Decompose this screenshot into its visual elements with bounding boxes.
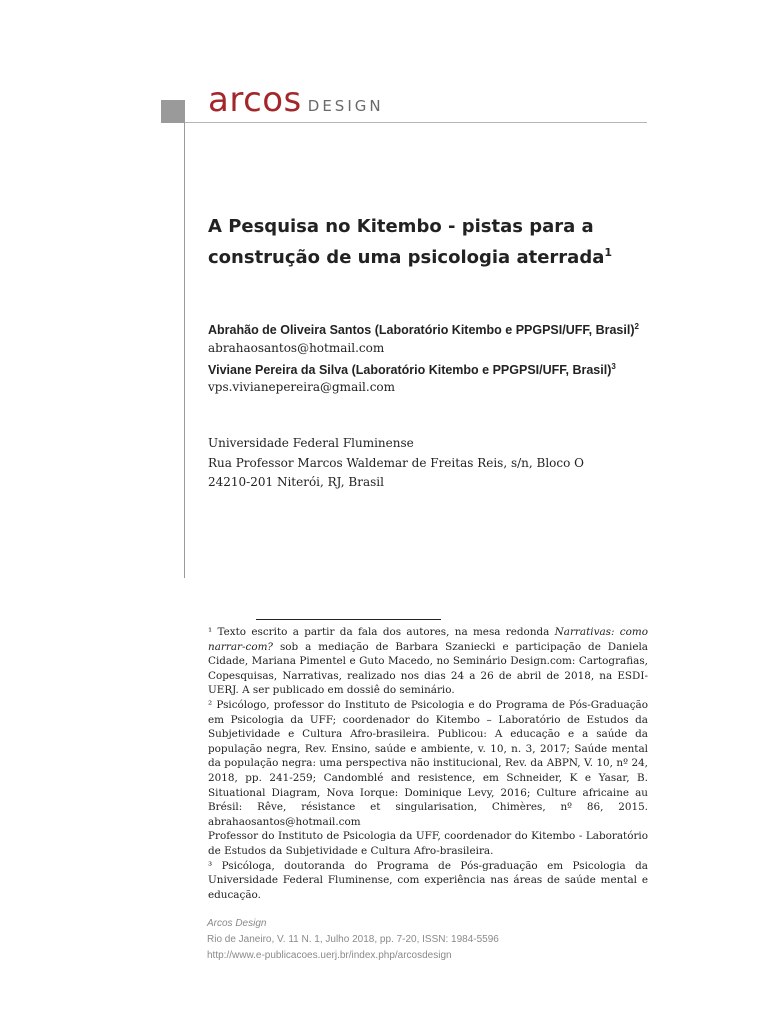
footnote-1	[208, 625, 648, 698]
footer-citation: Rio de Janeiro, V. 11 N. 1, Julho 2018, pp. 7-20, ISSN: 1984-5596	[207, 934, 499, 945]
title-line-1: A Pesquisa no Kitembo - pistas para a	[208, 216, 594, 237]
author-1-footnote-ref[interactable]: 2	[634, 322, 639, 331]
footnote-2-continued: Professor do Instituto de Psicologia da UFF, coordenador do Kitembo - Laboratório de Estudos da Subjetividade e Cultura Afro-brasileira.	[208, 830, 648, 857]
footnote-2: ² Psicólogo, professor do Instituto de Psicologia e do Programa de Pós-Graduação em Psicologia da UFF; coordenador do Kitembo – Laboratório de Estudos da Subjetividade e Cultura Afro-brasileira. Publicou: A educação e a saúde da população negra, Rev. Ensino, saúde e ambiente, v. 10, n. 3, 2017; Saúde mental da população negra: uma perspectiva não institucional, Rev. da ABPN, V. 10, nº 24, 2018, pp. 241-259; Candomblé and resistence, em Schneider, K e Yasar, B. Situational Diagram, Nova Iorque: Dominique Levy, 2016; Culture africaine au Brésil: Rêve, résistance et singularisation, Chimères, nº 86, 2015. abrahaosantos@hotmail.com	[208, 698, 648, 828]
header-gray-block	[161, 100, 185, 123]
footer-journal: Arcos Design	[207, 918, 267, 929]
page-footer	[207, 916, 647, 964]
author-1-name-text: Abrahão de Oliveira Santos (Laboratório Kitembo e PPGPSI/UFF, Brasil)	[208, 323, 635, 338]
logo-design: DESIGN	[307, 97, 384, 115]
journal-logo	[208, 80, 384, 120]
address-city: 24210-201 Niterói, RJ, Brasil	[208, 475, 384, 489]
footnote-1-lead: ¹ Texto escrito a partir da fala dos autores, na mesa redonda	[208, 626, 555, 638]
author-2-email[interactable]: vps.vivianepereira@gmail.com	[208, 380, 396, 394]
title-footnote-ref[interactable]: 1	[604, 246, 613, 259]
title-line-2: construção de uma psicologia aterrada	[208, 247, 605, 268]
footnote-separator	[256, 619, 441, 620]
header-vertical-rule	[184, 100, 185, 578]
author-2-footnote-ref[interactable]: 3	[611, 362, 616, 371]
address-institution: Universidade Federal Fluminense	[208, 436, 414, 450]
logo-arcos: arcos	[208, 80, 302, 120]
author-2-name-text: Viviane Pereira da Silva (Laboratório Kitembo e PPGPSI/UFF, Brasil)	[208, 363, 612, 378]
article-title	[208, 214, 648, 271]
address-street: Rua Professor Marcos Waldemar de Freitas Reis, s/n, Bloco O	[208, 456, 584, 470]
footer-url[interactable]: http://www.e-publicacoes.uerj.br/index.php/arcosdesign	[207, 950, 452, 961]
footnote-3: ³ Psicóloga, doutoranda do Programa de Pós-graduação em Psicologia da Universidade Federal Fluminense, com experiência nas áreas de saúde mental e educação.	[208, 859, 648, 901]
author-2-name	[208, 362, 648, 377]
author-1-name	[208, 322, 648, 337]
footnote-1-tail: sob a mediação de Barbara Szaniecki e participação de Daniela Cidade, Mariana Pimentel e Guto Macedo, no Seminário Design.com: Cartografias, Copesquisas, Narrativas, realizado nos dias 24 a 26 de abril de 2018, na ESDI-UERJ. A ser publicado em dossiê do seminário.	[208, 640, 648, 697]
footnote-1-italic: Narrativas: como narrar-com?	[208, 626, 648, 653]
header-horizontal-rule	[185, 122, 647, 123]
footnotes	[208, 625, 648, 902]
author-1-email[interactable]: abrahaosantos@hotmail.com	[208, 341, 385, 355]
